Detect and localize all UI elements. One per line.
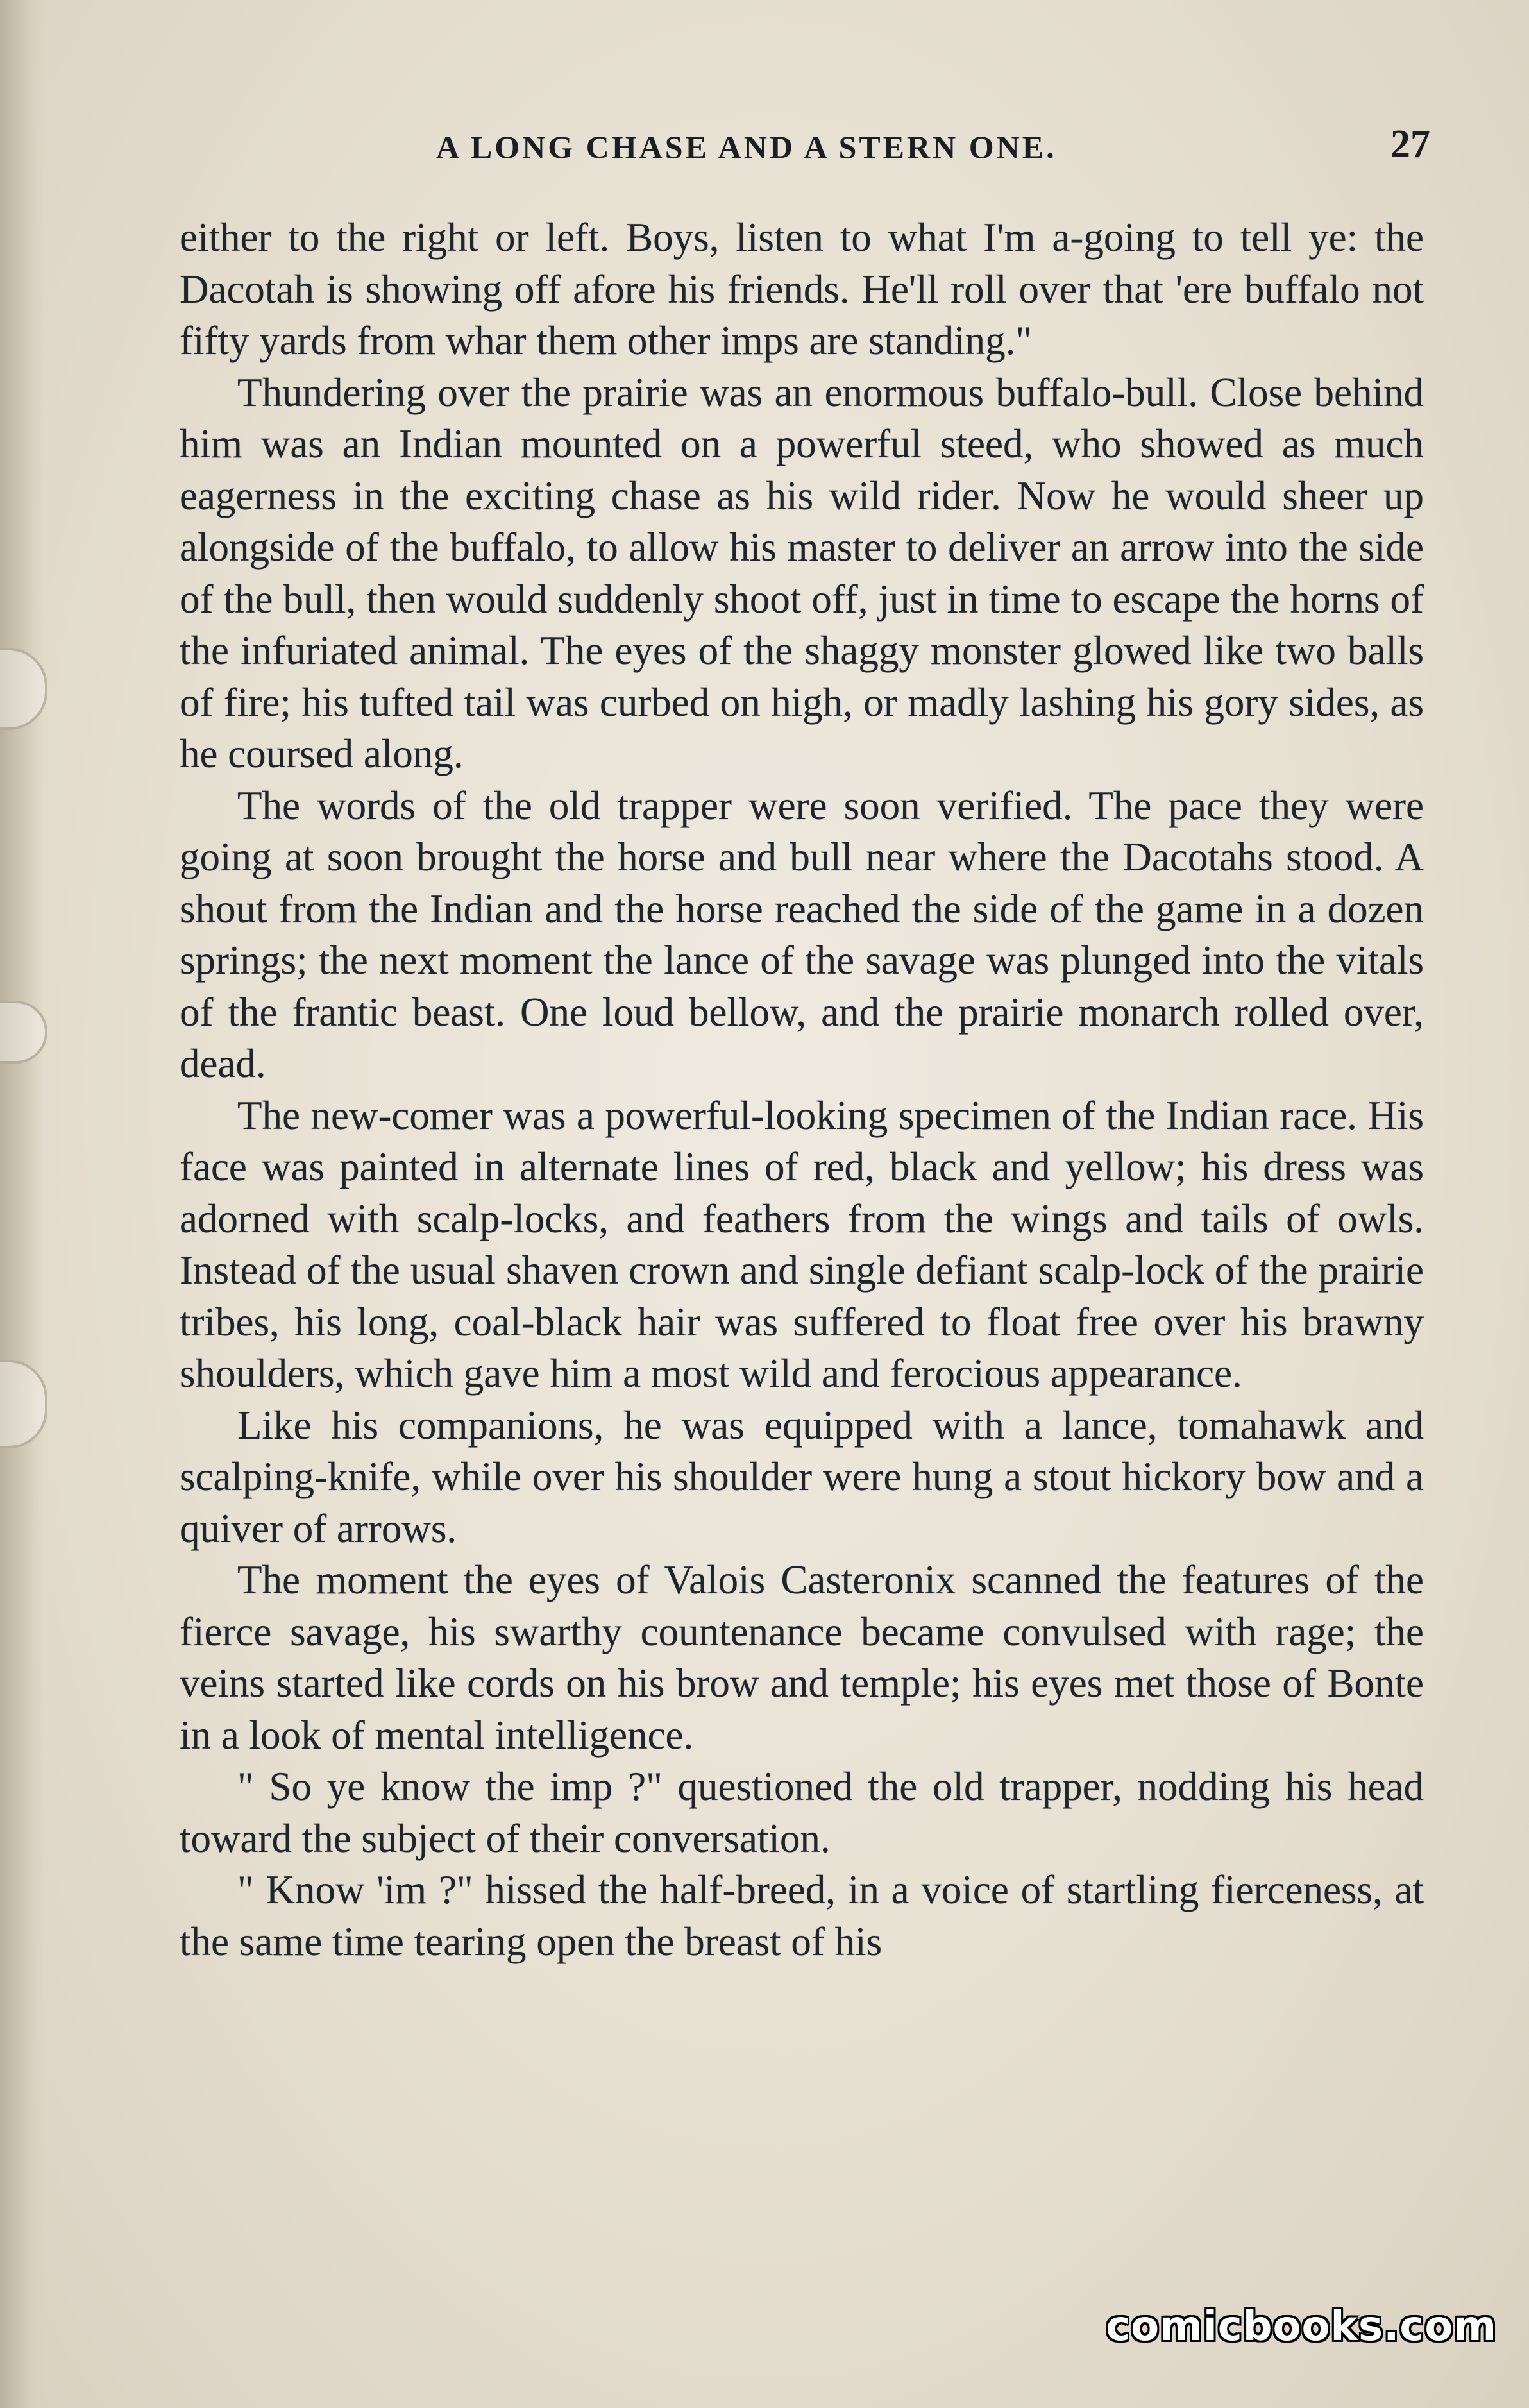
paragraph: Thundering over the prairie was an enormous buffalo-bull. Close behind him was an Indian mounted on a powerful steed, who showed as much eagerness in the exciting chase as his wild rider. Now he would sheer up alongside of the buffalo, to allow his master to deliver an arrow into the side of the bull, then would suddenly shoot off, just in time to escape the horns of the infuriated animal. The eyes of the shaggy monster glowed like two balls of fire; his tufted tail was curbed on high, or madly lashing his gory sides, as he coursed along. (180, 369, 1424, 776)
page-edge-shadow (0, 0, 45, 2408)
body-text (180, 212, 1424, 1967)
paragraph: The words of the old trapper were soon verified. The pace they were going at soon brought the horse and bull near where the Dacotahs stood. A shout from the Indian and the horse reached the side of the game in a dozen springs; the next moment the lance of the savage was plunged into the vitals of the frantic beast. One loud bellow, and the prairie monarch rolled over, dead. (180, 783, 1424, 1086)
paragraph: The moment the eyes of Valois Casteronix scanned the features of the fierce savage, his swarthy countenance became convulsed with rage; the veins started like cords on his brow and temple; his eyes met those of Bonte in a look of mental intelligence. (180, 1557, 1424, 1758)
running-title: A LONG CHASE AND A STERN ONE. (436, 129, 1057, 165)
paragraph: either to the right or left. Boys, listen to what I'm a-going to tell ye: the Dacotah is showing off afore his friends. He'll roll over that 'ere buffalo not fifty yards from whar them other imps are standing." (180, 215, 1424, 363)
paragraph: " Know 'im ?" hissed the half-breed, in a voice of startling fierceness, at the same time tearing open the breast of his (180, 1867, 1424, 1964)
watermark: comicbooks.com (1106, 2303, 1497, 2350)
paragraph: " So ye know the imp ?" questioned the old trapper, nodding his head toward the subject of their conversation. (180, 1764, 1424, 1861)
paragraph: The new-comer was a powerful-looking specimen of the Indian race. His face was painted in alternate lines of red, black and yellow; his dress was adorned with scalp-locks, and feathers from the wings and tails of owls. Instead of the usual shaven crown and single defiant scalp-lock of the prairie tribes, his long, coal-black hair was suffered to float free over his brawny shoulders, which gave him a most wild and ferocious appearance. (180, 1092, 1424, 1396)
page-number: 27 (1390, 123, 1430, 166)
paragraph: Like his companions, he was equipped with a lance, tomahawk and scalping-knife, while over his shoulder were hung a stout hickory bow and a quiver of arrows. (180, 1402, 1424, 1551)
page-header (180, 122, 1430, 180)
